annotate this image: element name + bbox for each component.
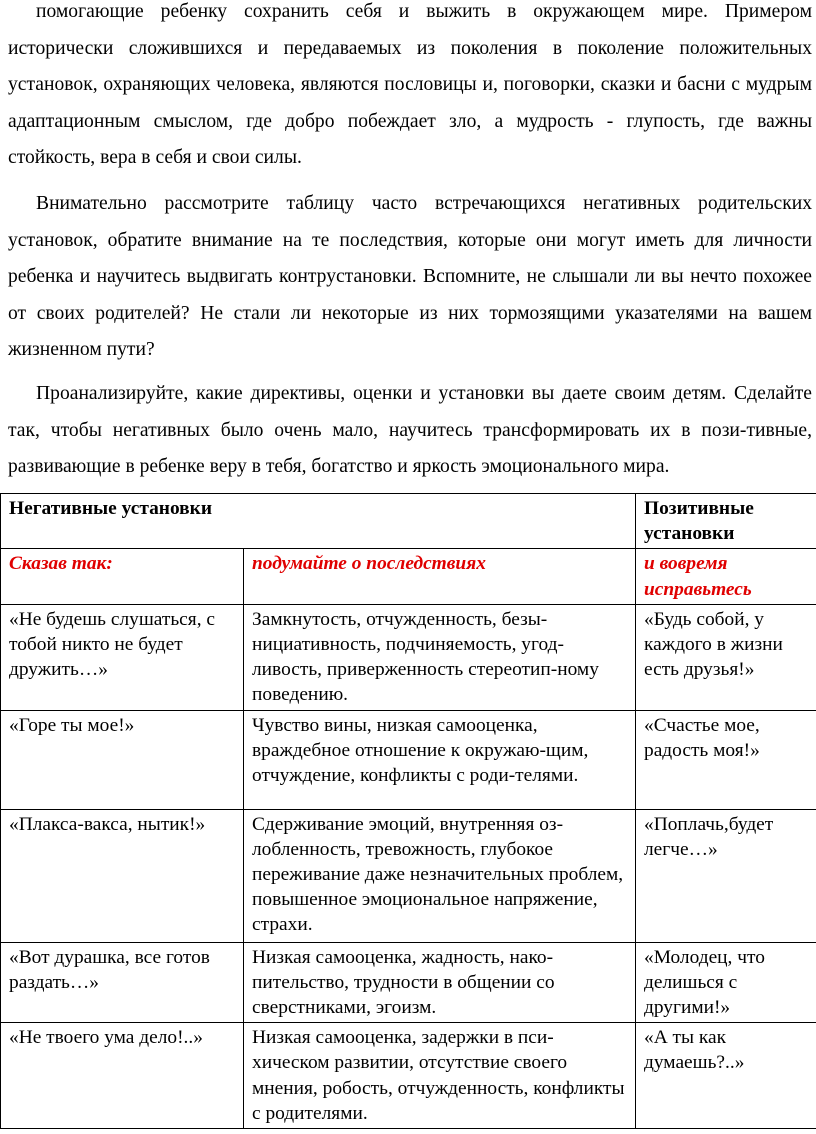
subheader-consequences: подумайте о последствиях xyxy=(244,549,636,604)
cell-consequences: Низкая самооценка, задержки в пси-хическом развитии, отсутствие своего мнения, робость, отчужденность, конфликты с родителями. xyxy=(244,1023,636,1129)
table-row xyxy=(1,1023,816,1129)
cell-consequences: Замкнутость, отчужденность, безы-нициативность, подчиняемость, угод-ливость, приверженность стереотип-ному поведению. xyxy=(244,604,636,710)
cell-consequences: Низкая самооценка, жадность, нако-пительство, трудности в общении со сверстниками, эгоизм. xyxy=(244,942,636,1023)
cell-consequences: Чувство вины, низкая самооценка, враждебное отношение к окружаю-щим, отчуждение, конфликты с роди-телями. xyxy=(244,710,636,809)
header-positive: Позитивные установки xyxy=(636,494,816,549)
cell-consequences: Сдерживание эмоций, внутренняя оз-лобленность, тревожность, глубокое переживание даже незначительных проблем, повышенное эмоциональное напряжение, страхи. xyxy=(244,809,636,942)
paragraph-3: Проанализируйте, какие директивы, оценки и установки вы даете своим детям. Сделайте так, чтобы негативных было очень мало, научитесь трансформировать их в пози-тивные, развивающие в ребенке веру в тебя, богатство и яркость эмоционального мира. xyxy=(8,383,812,477)
cell-positive: «Молодец, что делишься с другими!» xyxy=(636,942,816,1023)
subheader-correct: и вовремя исправьтесь xyxy=(636,549,816,604)
cell-negative: «Не будешь слушаться, с тобой никто не будет дружить…» xyxy=(1,604,244,710)
paragraph-2: Внимательно рассмотрите таблицу часто встречающихся негативных родительских установок, обратите внимание на те последствия, которые они могут иметь для личности ребенка и научитесь выдвигать контрустановки. Вспомните, не слышали ли вы нечто похожее от своих родителей? Не стали ли некоторые из них тормозящими указателями на вашем жизненном пути? xyxy=(8,193,812,360)
table-header-row xyxy=(1,494,816,549)
cell-negative: «Вот дурашка, все готов раздать…» xyxy=(1,942,244,1023)
table-row xyxy=(1,710,816,809)
table-row xyxy=(1,942,816,1023)
table-subheader-row xyxy=(1,549,816,604)
paragraph-1: помогающие ребенку сохранить себя и выжить в окружающем мире. Примером исторически сложившихся и передаваемых из поколения в поколение положительных установок, охраняющих человека, являются пословицы и, поговорки, сказки и басни с мудрым адаптационным смыслом, где добро побеждает зло, а мудрость - глупость, где важны стойкость, вера в себя и свои силы. xyxy=(8,1,812,168)
parental-attitudes-table xyxy=(0,493,816,1129)
table-row xyxy=(1,604,816,710)
cell-negative: «Горе ты мое!» xyxy=(1,710,244,809)
cell-negative: «Плакса-вакса, нытик!» xyxy=(1,809,244,942)
cell-negative: «Не твоего ума дело!..» xyxy=(1,1023,244,1129)
cell-positive: «Поплачь,будет легче…» xyxy=(636,809,816,942)
cell-positive: «Будь собой, у каждого в жизни есть друзья!» xyxy=(636,604,816,710)
table-row xyxy=(1,809,816,942)
subheader-said: Сказав так: xyxy=(1,549,244,604)
cell-positive: «А ты как думаешь?..» xyxy=(636,1023,816,1129)
header-negative: Негативные установки xyxy=(1,494,636,549)
cell-positive: «Счастье мое, радость моя!» xyxy=(636,710,816,809)
